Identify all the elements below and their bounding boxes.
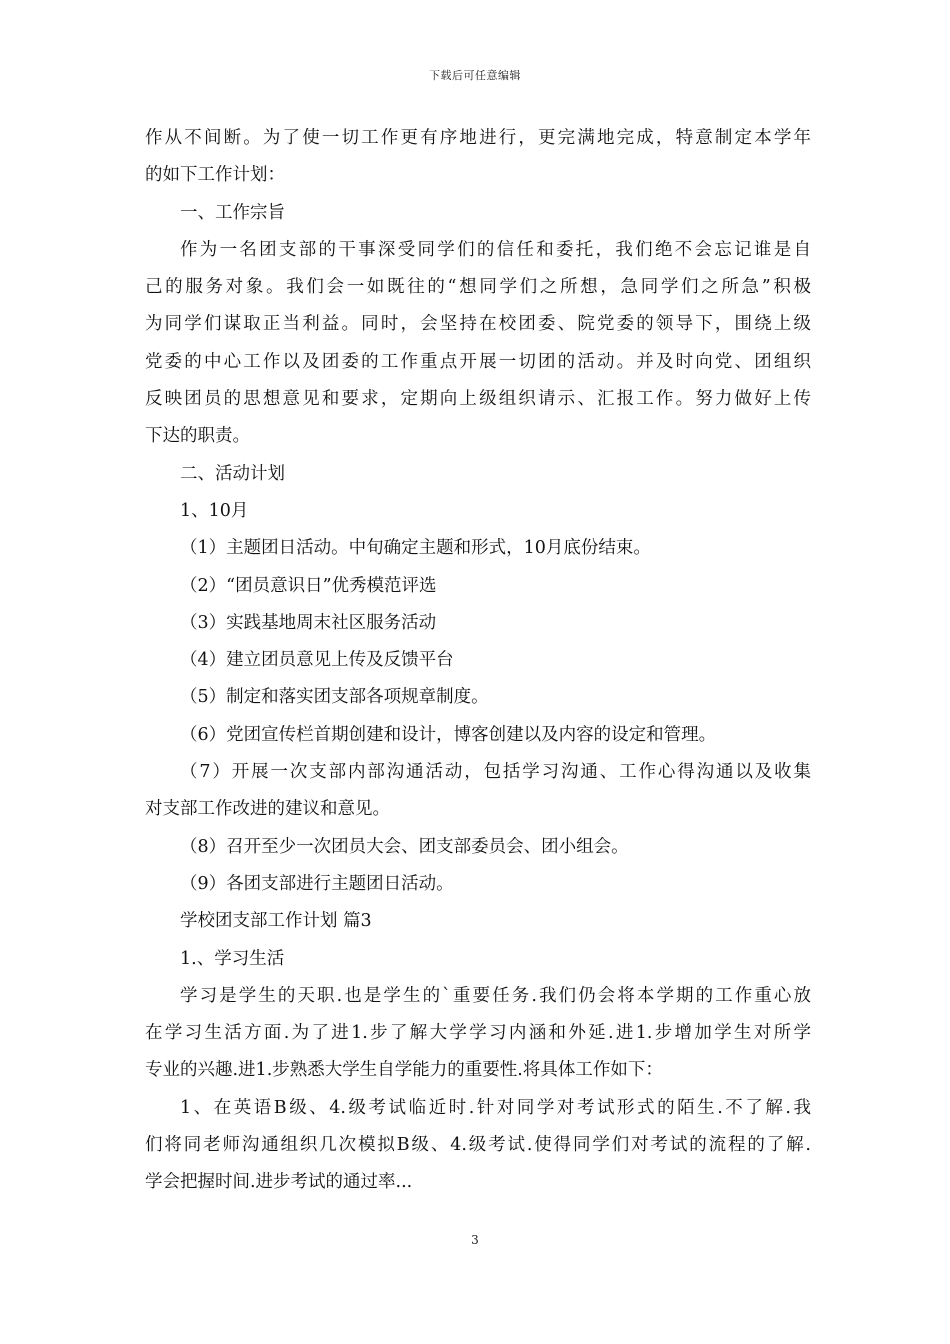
text-line: （3）实践基地周末社区服务活动 (180, 612, 437, 633)
text-line: 下达的职责。 (145, 426, 250, 447)
text-line: （5）制定和落实团支部各项规章制度。 (180, 687, 489, 708)
text-line: （8）召开至少一次团员大会、团支部委员会、团小组会。 (180, 836, 629, 857)
text-line: 学校团支部工作计划 篇3 (180, 911, 372, 932)
page-number: 3 (471, 1233, 479, 1247)
page-header: 下载后可任意编辑 (429, 69, 521, 82)
text-line: 们将同老师沟通组织几次模拟B级、4.级考试.使得同学们对考试的流程的了解. (145, 1135, 811, 1156)
text-line: 1、10月 (180, 500, 249, 521)
text-line: （9）各团支部进行主题团日活动。 (180, 873, 454, 894)
text-line: 作为一名团支部的干事深受同学们的信任和委托，我们绝不会忘记谁是自 (180, 239, 811, 260)
text-line: 在学习生活方面.为了进1.步了解大学学习内涵和外延.进1.步增加学生对所学 (145, 1023, 811, 1044)
text-line: 的如下工作计划： (145, 165, 285, 186)
text-line: （6）党团宣传栏首期创建和设计，博客创建以及内容的设定和管理。 (180, 724, 717, 745)
text-line: （7）开展一次支部内部沟通活动，包括学习沟通、工作心得沟通以及收集 (180, 762, 811, 783)
text-line: 对支部工作改进的建议和意见。 (145, 799, 390, 820)
text-line: 1、在英语B级、4.级考试临近时.针对同学对考试形式的陌生.不了解.我 (180, 1097, 811, 1118)
text-line: 党委的中心工作以及团委的工作重点开展一切团的活动。并及时向党、团组织 (145, 351, 811, 372)
text-line: 1.、学习生活 (180, 948, 285, 969)
text-line: 学习是学生的天职.也是学生的`重要任务.我们仍会将本学期的工作重心放 (180, 985, 811, 1006)
text-line: 学会把握时间.进步考试的通过率... (145, 1172, 413, 1193)
text-line: 一、工作宗旨 (180, 202, 285, 223)
text-line: 为同学们谋取正当利益。同时，会坚持在校团委、院党委的领导下，围绕上级 (145, 314, 811, 335)
text-line: 作从不间断。为了使一切工作更有序地进行，更完满地完成，特意制定本学年 (145, 128, 811, 148)
text-line: 专业的兴趣.进1.步熟悉大学生自学能力的重要性.将具体工作如下： (145, 1060, 663, 1081)
text-line: （2）“团员意识日”优秀模范评选 (180, 575, 437, 596)
text-line: 二、活动计划 (180, 463, 285, 484)
document-body (145, 120, 811, 1202)
text-line: 己的服务对象。我们会一如既往的“想同学们之所想，急同学们之所急”积极 (145, 277, 811, 298)
text-line: （4）建立团员意见上传及反馈平台 (180, 650, 454, 671)
text-line: 反映团员的思想意见和要求，定期向上级组织请示、汇报工作。努力做好上传 (145, 389, 811, 410)
text-line: （1）主题团日活动。中旬确定主题和形式，10月底份结束。 (180, 538, 651, 559)
